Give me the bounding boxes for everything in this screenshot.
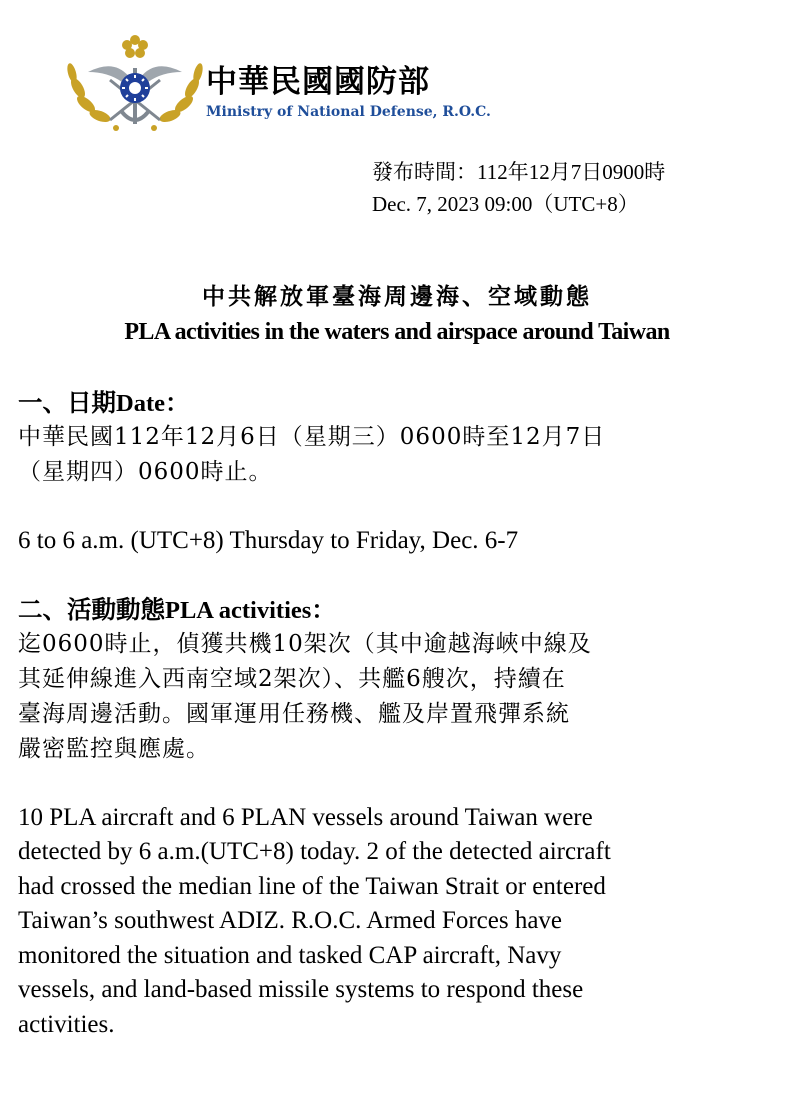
- text-line: 中華民國112年12月6日（星期三）0600時至12月7日: [18, 424, 606, 450]
- text-line: activities.: [18, 1010, 115, 1038]
- text-line: vessels, and land-based missile systems to respond these: [18, 976, 584, 1003]
- section-activities-heading-en: PLA activities：: [165, 596, 336, 624]
- release-time-en: Dec. 7, 2023 09:00（UTC+8）: [372, 192, 639, 216]
- text-line: detected by 6 a.m.(UTC+8) today. 2 of the detected aircraft: [18, 838, 611, 865]
- spacer: [18, 767, 778, 801]
- text-line: had crossed the median line of the Taiwan Strait or entered: [18, 872, 606, 900]
- org-name-en: Ministry of National Defense, R.O.C.: [206, 104, 491, 120]
- org-name-zh: 中華民國國防部: [206, 64, 430, 100]
- spacer: [18, 490, 778, 524]
- section-date-body-zh: [18, 420, 778, 490]
- section-activities-body-zh: [18, 627, 778, 767]
- document-title: [0, 280, 794, 350]
- text-line: 迄0600時止，偵獲共機10架次（其中逾越海峽中線及: [18, 630, 592, 657]
- text-line: 其延伸線進入西南空域2架次）、共艦6艘次，持續在: [18, 665, 566, 692]
- section-activities-heading-zh: 二、活動動態: [18, 594, 165, 624]
- section-date-body-en: 6 to 6 a.m. (UTC+8) Thursday to Friday, Dec. 6-7: [18, 527, 519, 554]
- title-en: PLA activities in the waters and airspace around Taiwan: [124, 319, 670, 345]
- text-line: monitored the situation and tasked CAP aircraft, Navy: [18, 941, 562, 969]
- text-line: Taiwan’s southwest ADIZ. R.O.C. Armed Forces have: [18, 907, 563, 934]
- text-line: 嚴密監控與應處。: [18, 735, 210, 762]
- mnd-emblem-icon: [60, 28, 210, 138]
- section-date-heading-en: Date：: [116, 390, 190, 417]
- section-activities-body-en: [18, 801, 778, 1043]
- release-time: [372, 156, 665, 220]
- text-line: （星期四）0600時止。: [18, 459, 273, 485]
- section-date-heading-zh: 一、日期: [18, 388, 116, 417]
- spacer: [18, 559, 778, 593]
- letterhead: [60, 28, 540, 138]
- section-activities-heading: [18, 593, 778, 627]
- text-line: 臺海周邊活動。國軍運用任務機、艦及岸置飛彈系統: [18, 700, 570, 727]
- section-date-heading: [18, 386, 778, 420]
- document-body: [18, 386, 778, 1042]
- title-zh: 中共解放軍臺海周邊海、空域動態: [202, 283, 592, 310]
- text-line: 10 PLA aircraft and 6 PLAN vessels around Taiwan were: [18, 803, 593, 831]
- release-time-zh: 發布時間：112年12月7日0900時: [372, 160, 666, 184]
